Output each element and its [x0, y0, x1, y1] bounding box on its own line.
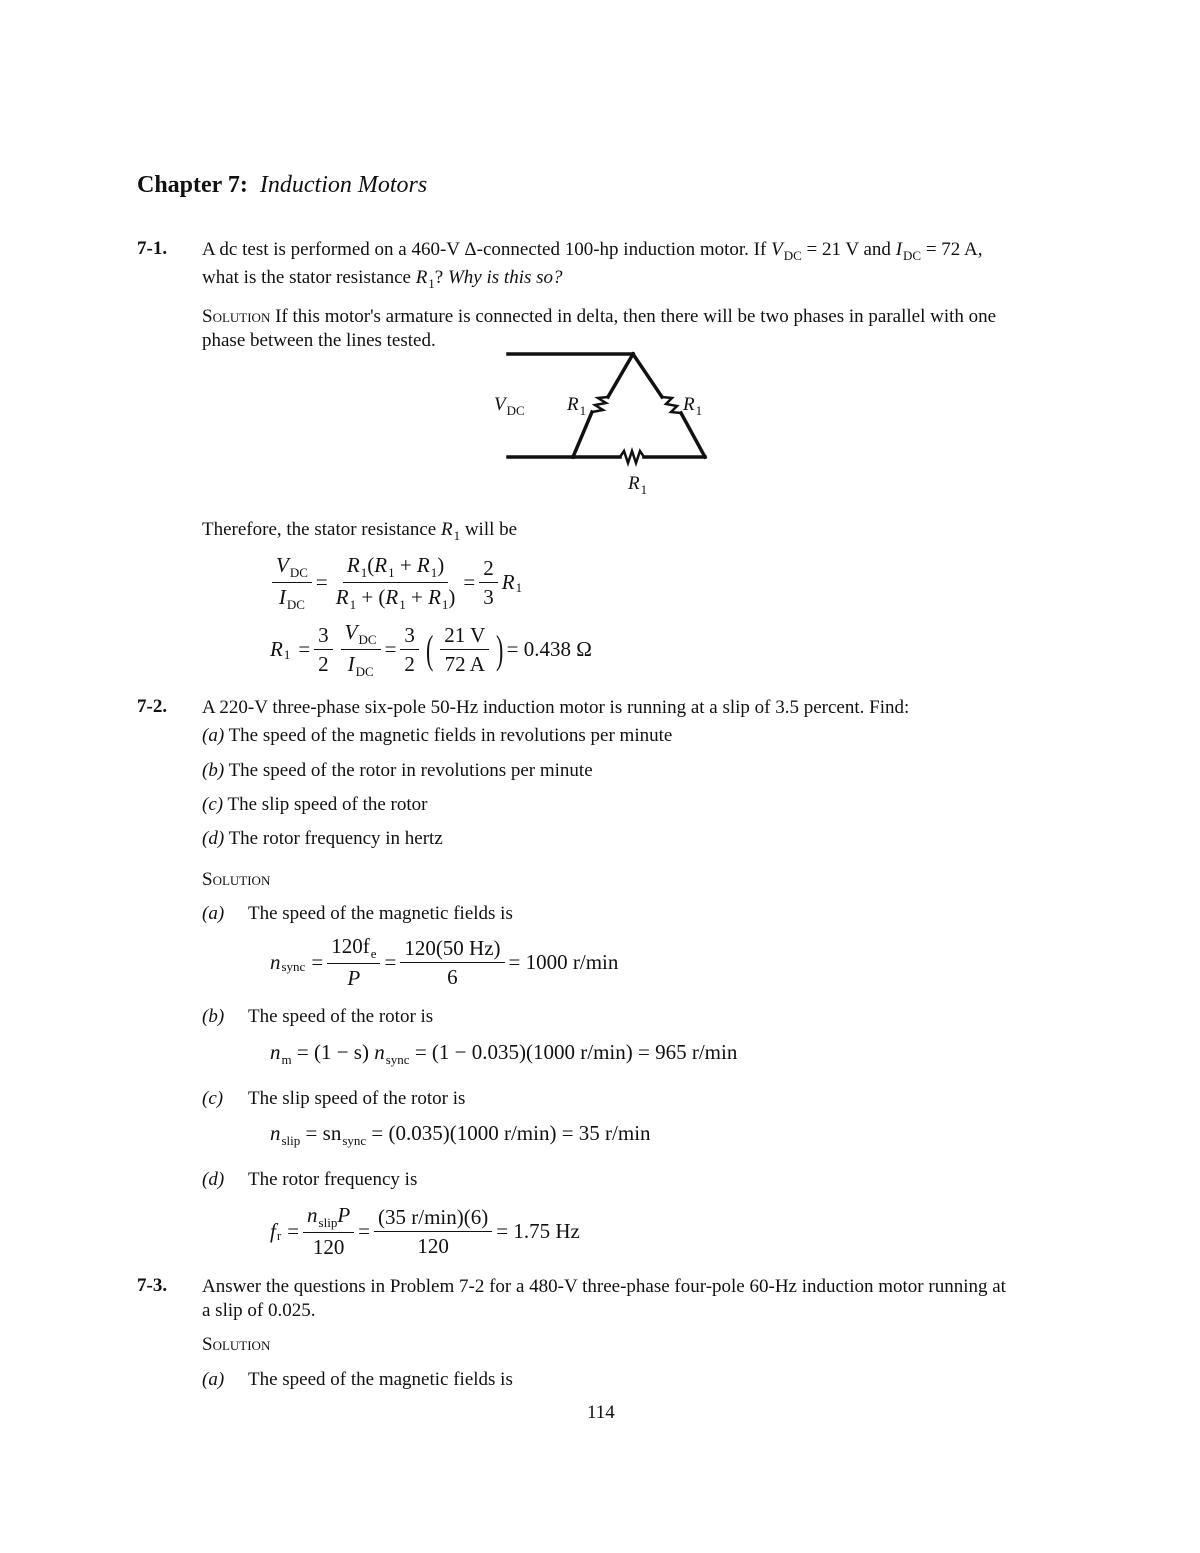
num — [272, 553, 312, 583]
sol-7-2-b-label: (b) — [202, 1006, 225, 1027]
text: = (0.035)(1000 r/min) = 35 r/min — [366, 1121, 651, 1145]
num: $R_1(R_1 + R_1)$ — [343, 553, 448, 583]
problem-7-1-line2 — [202, 266, 563, 291]
sol-7-2-a-label: (a) — [202, 903, 225, 924]
sol-7-3-a-text: The speed of the magnetic fields is — [248, 1369, 513, 1390]
sub: 1 — [515, 579, 523, 595]
chapter-title: Induction Motors — [259, 172, 428, 198]
fraction — [440, 623, 489, 676]
dc-sub: DC — [783, 248, 802, 263]
label: (b) — [202, 760, 225, 781]
num: 3 — [314, 623, 333, 650]
sub: 1 — [388, 565, 395, 580]
num — [341, 620, 381, 650]
dc-sub: DC — [903, 248, 922, 263]
text: = 72 A, — [921, 239, 983, 260]
eq: = — [315, 570, 328, 594]
text: = (1 − s) — [296, 1040, 375, 1064]
fraction — [341, 620, 381, 679]
sub: 1 — [430, 565, 438, 580]
sub: 1 — [453, 528, 461, 543]
eq: = — [358, 1218, 370, 1243]
problem-7-2-a — [202, 724, 672, 748]
num: 120(50 Hz) — [400, 936, 504, 963]
sub: 1 — [579, 403, 587, 418]
f: f — [270, 1218, 276, 1243]
text: = 21 V and — [801, 239, 896, 260]
plus: + — [410, 585, 423, 609]
why-question: Why is this so? — [447, 267, 563, 288]
r: R — [683, 394, 695, 415]
eq: = — [384, 949, 397, 974]
eq: = — [384, 637, 397, 661]
page-number: 114 — [587, 1402, 615, 1423]
sub: sync — [342, 1133, 367, 1148]
sub: 1 — [283, 646, 291, 662]
sol-7-2-a-text: The speed of the magnetic fields is — [248, 903, 513, 924]
problem-number-7-2: 7-2. — [137, 696, 168, 717]
den: 2 — [318, 652, 329, 676]
problem-7-2-d — [202, 827, 443, 851]
fraction — [400, 623, 419, 676]
label: (d) — [202, 828, 225, 849]
sol-7-2-b-text: The speed of the rotor is — [248, 1006, 434, 1027]
num: 2 — [479, 556, 498, 583]
den: 3 — [483, 585, 494, 609]
den: 6 — [447, 964, 458, 989]
v: V — [276, 553, 289, 577]
r: R — [567, 394, 579, 415]
text: Therefore, the stator resistance — [202, 519, 441, 540]
diagram-r1-right-label — [683, 393, 702, 418]
sub: 1 — [441, 597, 449, 612]
fraction — [303, 1203, 354, 1259]
sol-7-2-d-label: (d) — [202, 1169, 225, 1190]
problem-7-1-line1 — [202, 238, 982, 263]
plus: + — [361, 585, 374, 609]
sub: DC — [289, 565, 308, 580]
sub: DC — [286, 597, 305, 612]
problem-number-7-1: 7-1. — [137, 238, 168, 259]
den: 120 — [312, 1235, 345, 1259]
r: R — [501, 570, 515, 594]
fraction — [374, 1205, 492, 1258]
den: 2 — [404, 652, 415, 676]
fraction — [327, 934, 380, 990]
problem-7-2-line1: A 220-V three-phase six-pole 50-Hz induction motor is running at a slip of 3.5 percent. Find: — [202, 697, 910, 718]
sol-7-2-c-label: (c) — [202, 1088, 224, 1109]
eq: = — [298, 637, 311, 661]
text: ? — [434, 267, 448, 288]
den: P — [347, 966, 361, 990]
sub: 1 — [428, 276, 435, 291]
n: n — [270, 1040, 281, 1064]
result: = 1.75 Hz — [496, 1218, 580, 1243]
sub: sync — [385, 1052, 410, 1067]
r: R — [270, 637, 283, 661]
equation-7-1-a — [268, 553, 522, 612]
paren: ( — [425, 626, 434, 672]
text: The rotor frequency in hertz — [228, 828, 443, 849]
diagram-vdc-label — [494, 393, 525, 418]
sub: DC — [355, 664, 374, 679]
paren: ) — [496, 626, 504, 672]
v: V — [494, 394, 506, 415]
therefore-line — [202, 518, 517, 543]
equation-7-1-b — [270, 620, 592, 679]
n: n — [374, 1040, 385, 1064]
solution-7-1-line2: phase between the lines tested. — [202, 330, 436, 351]
sub: sync — [281, 959, 306, 974]
fraction — [314, 623, 333, 676]
text: The speed of the magnetic fields in revolutions per minute — [228, 725, 673, 746]
label: (c) — [202, 794, 224, 815]
problem-7-2-b — [202, 759, 593, 783]
den — [275, 583, 309, 612]
i: I — [278, 585, 286, 609]
text: = sn — [300, 1121, 342, 1145]
sub: r — [276, 1228, 282, 1243]
text: what is the stator resistance — [202, 267, 416, 288]
p: P — [337, 1203, 351, 1227]
result: = 1000 r/min — [508, 949, 619, 974]
sub: DC — [506, 403, 525, 418]
problem-7-3-line2: a slip of 0.025. — [202, 1300, 316, 1321]
problem-7-3-line1: Answer the questions in Problem 7-2 for a 480-V three-phase four-pole 60-Hz induction motor running at — [202, 1276, 1006, 1297]
text: The speed of the rotor in revolutions per minute — [228, 760, 593, 781]
text: = (1 − 0.035)(1000 r/min) = 965 r/min — [409, 1040, 738, 1064]
i-symbol: I — [895, 239, 903, 260]
num — [327, 934, 380, 964]
sub: 1 — [640, 482, 648, 497]
fraction — [479, 556, 498, 609]
r: R — [346, 553, 360, 577]
problem-number-7-3: 7-3. — [137, 1275, 168, 1296]
num: 3 — [400, 623, 419, 650]
n: n — [270, 1121, 281, 1145]
solution-7-1-line1 — [202, 305, 996, 329]
v-symbol: V — [771, 239, 783, 260]
r-symbol: R — [415, 267, 428, 288]
n: n — [307, 1203, 318, 1227]
text: A dc test is performed on a 460-V Δ-connected 100-hp induction motor. If — [202, 239, 772, 260]
num — [303, 1203, 354, 1233]
fraction — [400, 936, 504, 989]
fraction — [272, 553, 312, 612]
den: 120 — [417, 1233, 449, 1258]
den — [344, 650, 378, 679]
diagram-r1-left-label — [567, 393, 586, 418]
solution-label: Solution — [202, 306, 271, 327]
chapter-label: Chapter 7: — [137, 172, 248, 198]
sol-7-3-a-label: (a) — [202, 1369, 225, 1390]
sub: DC — [358, 632, 377, 647]
equation-7-2-c — [270, 1121, 651, 1146]
sub: slip — [281, 1133, 301, 1148]
plus: + — [399, 553, 412, 577]
sub: e — [370, 946, 377, 961]
den: 72 A — [444, 652, 485, 676]
text: If this motor's armature is connected in delta, then there will be two phases in parallel with one — [270, 306, 997, 327]
n: n — [270, 949, 281, 974]
equation-7-2-b — [270, 1040, 737, 1065]
sol-7-2-d-text: The rotor frequency is — [248, 1169, 418, 1190]
diagram-r1-bottom-label — [628, 472, 647, 497]
eq: = — [463, 570, 476, 594]
r: R — [335, 585, 349, 609]
r: R — [416, 553, 430, 577]
num-text: 120f — [331, 934, 370, 958]
sub: 1 — [695, 403, 703, 418]
r: R — [385, 585, 399, 609]
r: R — [374, 553, 388, 577]
problem-7-2-c — [202, 793, 428, 817]
num: 21 V — [440, 623, 489, 650]
solution-7-2-label: Solution — [202, 869, 271, 890]
solution-7-3-label: Solution — [202, 1334, 271, 1355]
fraction — [332, 553, 460, 612]
delta-circuit-diagram — [500, 345, 720, 495]
sub: 1 — [399, 597, 406, 612]
result: = 0.438 Ω — [506, 637, 592, 661]
text: The slip speed of the rotor — [227, 794, 428, 815]
text: will be — [460, 519, 518, 540]
eq: = — [287, 1218, 300, 1243]
equation-7-2-a — [270, 934, 618, 990]
sub: 1 — [349, 597, 357, 612]
chapter-heading — [137, 172, 427, 199]
sol-7-2-c-text: The slip speed of the rotor is — [248, 1088, 466, 1109]
sub: 1 — [360, 565, 368, 580]
v: V — [344, 620, 358, 644]
r: R — [440, 519, 453, 540]
equation-7-2-d — [270, 1203, 580, 1259]
sub: slip — [318, 1215, 338, 1230]
i: I — [347, 652, 355, 676]
r: R — [428, 585, 441, 609]
den: $R_1 + (R_1 + R_1)$ — [335, 585, 456, 612]
r: R — [628, 473, 640, 494]
eq: = — [311, 949, 324, 974]
sub: m — [281, 1052, 292, 1067]
num: (35 r/min)(6) — [374, 1205, 492, 1232]
label: (a) — [202, 725, 225, 746]
